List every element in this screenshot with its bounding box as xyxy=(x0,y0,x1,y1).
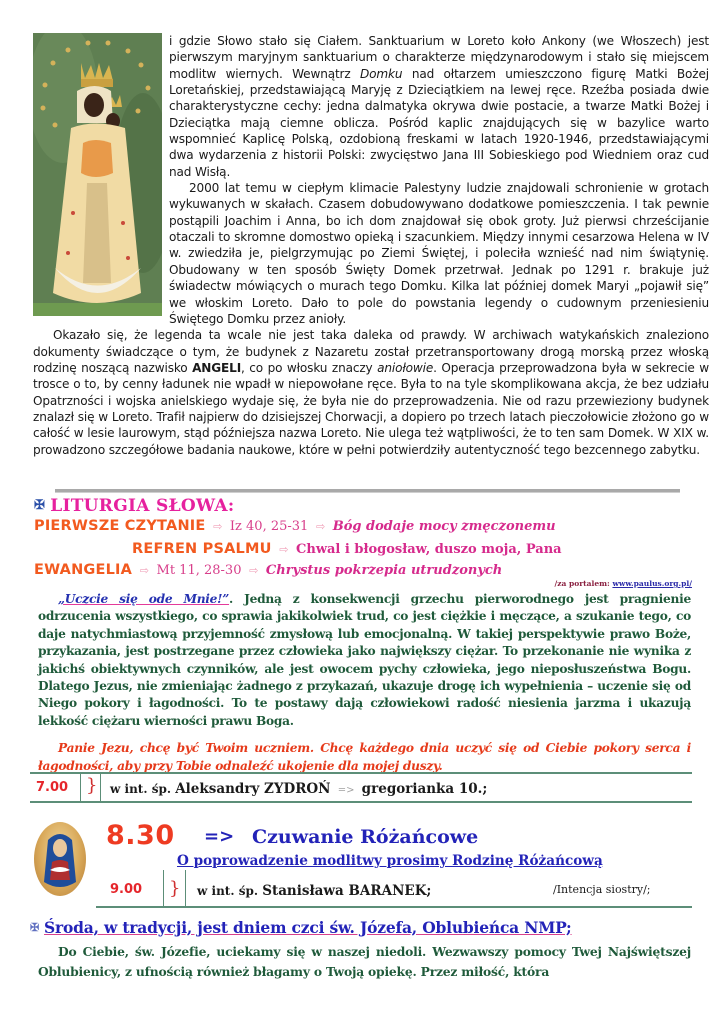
brace-icon: } xyxy=(86,775,98,796)
section-divider xyxy=(55,489,680,493)
mass-intention xyxy=(110,781,487,797)
intention-note: /Intencja siostry/; xyxy=(553,883,651,896)
reading-gospel xyxy=(34,562,502,578)
wednesday-title-text: Środa, w tradycji, jest dniem czci św. Józefa, Oblubieńca NMP; xyxy=(44,918,572,937)
reading-first xyxy=(34,518,556,534)
arrow-icon: ⇨ xyxy=(279,543,289,556)
divider-line xyxy=(185,870,186,906)
arrow-icon: => xyxy=(204,826,235,847)
arrow-icon: => xyxy=(337,785,355,796)
liturgy-title: ✠ LITURGIA SŁOWA: xyxy=(34,496,235,516)
arrow-icon: ⇨ xyxy=(213,520,223,533)
divider-line xyxy=(80,774,81,801)
article-paragraph-3: Okazało się, że legenda ta wcale nie jest taka daleka od prawdy. W archiwach watykańskich znaleziono dokumenty świadczące o tym, że budynek z Nazaretu został przetransportowany drogą morską przez włoską rodzinę noszącą nazwisko ANGELI, co po włosku znaczy aniołowie. Operacja przeprowadzona była w sekrecie w trosce o to, by cenny ładunek nie wpadł w niepowołane ręce. Była to na tyle skomplikowana akcja, że bez udziału Opatrzności i wojska anielskiego wydaje się, że była nie do przeprowadzenia. Nie od razu przewieziony budynek znalazł się w Loreto. Trafił najpierw do dzisiejszej Chorwacji, a dopiero po trzech latach pieczołowicie złożono go w całość w lesie laurowym, stąd późniejsza nazwa Loreto. Nie ulega też wątpliwości, że to ten sam Domek. W XIX w. prowadzono szczegółowe badania naukowe, które w pełni potwierdziły autentyczność tego bezcennego zabytku. xyxy=(33,328,709,457)
article-paragraph-2: 2000 lat temu w ciepłym klimacie Palestyny ludzie znajdowali schronienie w grotach wykuwanych w skałach. Czasem dobudowywano dodatkowe pomieszczenia. I tak pewnie postąpili Joachim i Anna, bo ich dom znajdował się obok groty. Już pierwsi chrześcijanie otaczali to skromne domostwo opieką i szacunkiem. Między innymi cesarzowa Helena w IV w. zwiedziła je, pielgrzymując po Ziemi Świętej, i poleciła wznieść nad nim świątynię. Obudowany w ten sposób Święty Domek przetrwał. Jednak po 1291 r. brakuje już świadectw mówiących o murach tego Domku. Kilka lat później domek Maryi „pojawił się” we włoskim Loreto. Dało to pole do powstania legendy o cudownym przeniesieniu Świętego Domku przez anioły. xyxy=(169,181,709,326)
portal-prefix: /za portalem: xyxy=(554,579,613,588)
mass-time: 9.00 xyxy=(110,882,143,897)
portal-link[interactable]: www.paulus.org.pl/ xyxy=(612,579,692,588)
cross-bullet-icon: ✠ xyxy=(30,921,40,934)
reading-text: Chwal i błogosław, duszo moja, Pana xyxy=(296,542,562,557)
divider-line xyxy=(100,774,101,801)
madonna-icon xyxy=(34,822,86,896)
mass-intention xyxy=(197,883,431,899)
madonna-icon-image xyxy=(34,822,86,896)
intention-name: Stanisława BARANEK; xyxy=(262,883,432,899)
mass-time: 7.00 xyxy=(36,780,69,795)
wednesday-title xyxy=(30,918,572,937)
portal-attribution xyxy=(555,579,693,588)
arrow-icon: ⇨ xyxy=(139,564,149,577)
reading-ref: Mt 11, 28-30 xyxy=(156,563,242,578)
reading-label: REFREN PSALMU xyxy=(132,541,272,557)
article xyxy=(33,33,709,458)
brace-icon: } xyxy=(169,878,181,899)
vigil-title: Czuwanie Różańcowe xyxy=(252,826,479,848)
intention-note: gregorianka 10.; xyxy=(361,781,488,797)
reflection-text xyxy=(38,591,691,730)
wednesday-prayer xyxy=(38,942,691,982)
madonna-loretana-photo xyxy=(33,33,162,316)
reading-text: Bóg dodaje mocy zmęczonemu xyxy=(332,519,556,534)
arrow-icon: ⇨ xyxy=(249,564,259,577)
madonna-statue-image xyxy=(33,33,162,316)
reading-ref: Iz 40, 25-31 xyxy=(229,519,309,534)
wednesday-prayer-body: Do Ciebie, św. Józefie, uciekamy się w naszej niedoli. Wezwawszy pomocy Twej Najświętszej Oblubienicy, z ufnością również błagamy o Twoją opiekę. Przez miłość, która xyxy=(38,944,691,979)
article-paragraph-1: i gdzie Słowo stało się Ciałem. Sanktuarium w Loreto koło Ankony (we Włoszech) jest pierwszym maryjnym sanktuarium o charakterze międzynarodowym i stało się miejscem modlitw wiernych. Wewnątrz Domku nad ołtarzem umieszczono figurę Matki Bożej Loretańskiej, przedstawiającą Maryję z Dzieciątkiem na lewej ręce. Rzeźba posiada dwie charakterystyczne cechy: jedna dalmatyka okrywa dwie postacie, a twarze Matki Bożej i Dzieciątka mają ciemne oblicza. Pośród kaplic znajdujących się w bazylice warto wspomnieć Kaplicę Polską, ozdobioną freskami w latach 1920-1946, przedstawiającymi dwa wydarzenia z historii Polski: zwycięstwo Jana III Sobieskiego pod Wiedniem oraz cud nad Wisłą. xyxy=(169,34,709,179)
reading-text: Chrystus pokrzepia utrudzonych xyxy=(265,563,503,578)
vigil-note: O poprowadzenie modlitwy prosimy Rodzinę Różańcową xyxy=(177,853,603,869)
reflection-title: „Uczcie się ode Mnie!” xyxy=(58,592,230,606)
divider-line xyxy=(163,870,164,906)
cross-bullet-icon: ✠ xyxy=(34,498,46,513)
intention-name: Aleksandry ZYDROŃ xyxy=(175,781,331,797)
arrow-icon: ⇨ xyxy=(315,520,326,533)
reading-label: EWANGELIA xyxy=(34,562,133,578)
prayer-body: Panie Jezu, chcę być Twoim uczniem. Chcę każdego dnia uczyć się od Ciebie pokory serca i łagodności, aby przy Tobie odnaleźć ukojenie dla mojej duszy. xyxy=(38,741,691,773)
reflection-body: . Jedną z konsekwencji grzechu pierworodnego jest pragnienie odrzucenia wszystkiego, co sprawia jakikolwiek trud, co jest ciężkie i męczące, a szukanie tego, co daje natychmiastową przyjemność zmysłową lub emocjonalną. W takiej perspektywie prawo Boże, przykazania, jest postrzegane przez człowieka jako największy ciężar. To przekonanie nie wynika z jakichś obiektywnych czynników, ale jest owocem pychy człowieka, jego nieposłuszeństwa Bogu. Dlatego Jezus, nie zmieniając żadnego z przykazań, ukazuje drogę ich wypełnienia – uczenie się od Niego pokory i łagodności. To te postawy dają człowiekowi radość niesienia jarzma i ukazują lekkość ciężaru wierności prawu Boga. xyxy=(38,592,691,728)
vigil-time: 8.30 xyxy=(106,820,175,851)
reading-label: PIERWSZE CZYTANIE xyxy=(34,518,206,534)
intention-prefix: w int. śp. xyxy=(197,884,259,898)
mass-row-0900 xyxy=(96,906,692,908)
prayer-text xyxy=(38,740,691,775)
intention-prefix: w int. śp. xyxy=(110,782,172,796)
reading-psalm xyxy=(132,541,562,557)
